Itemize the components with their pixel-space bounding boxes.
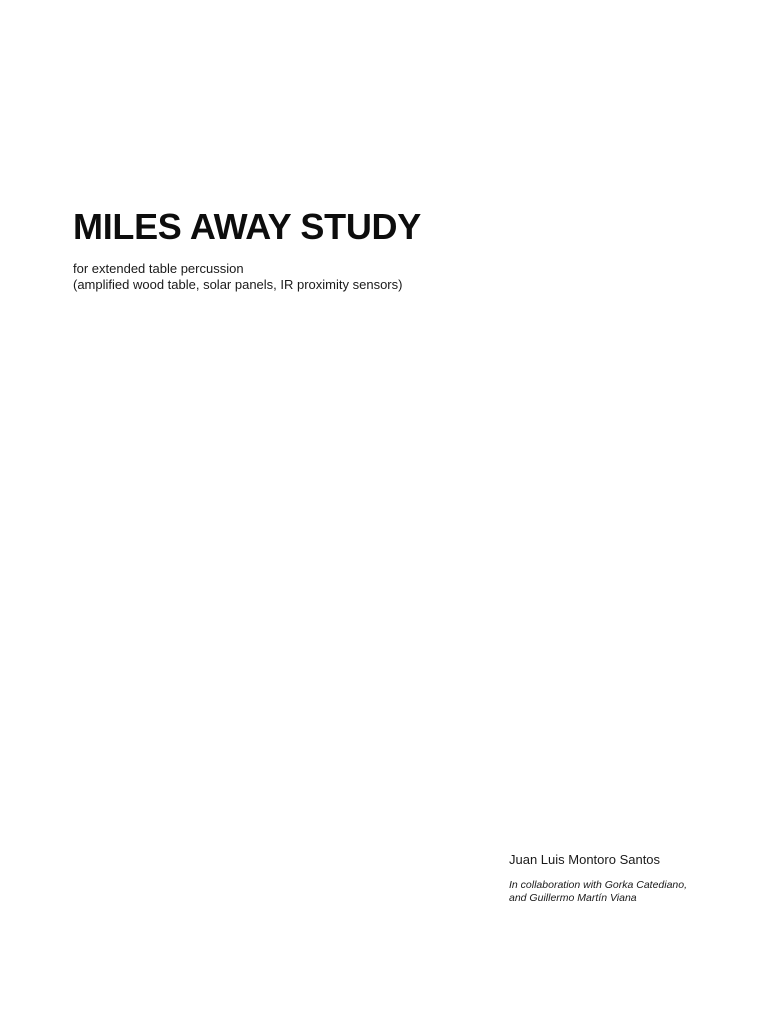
- page-title: MILES AWAY STUDY: [73, 206, 421, 247]
- collaboration-note: [509, 879, 749, 905]
- collaboration-line: and Guillermo Martín Viana: [509, 892, 637, 904]
- subtitle-line: (amplified wood table, solar panels, IR proximity sensors): [73, 277, 403, 292]
- collaboration-line: In collaboration with Gorka Catediano,: [509, 879, 688, 891]
- subtitle-line: for extended table percussion: [73, 261, 244, 276]
- author-name: Juan Luis Montoro Santos: [509, 852, 661, 867]
- instrumentation-subtitle: [73, 261, 693, 293]
- credits-block: [509, 851, 749, 905]
- title-block: [73, 205, 693, 293]
